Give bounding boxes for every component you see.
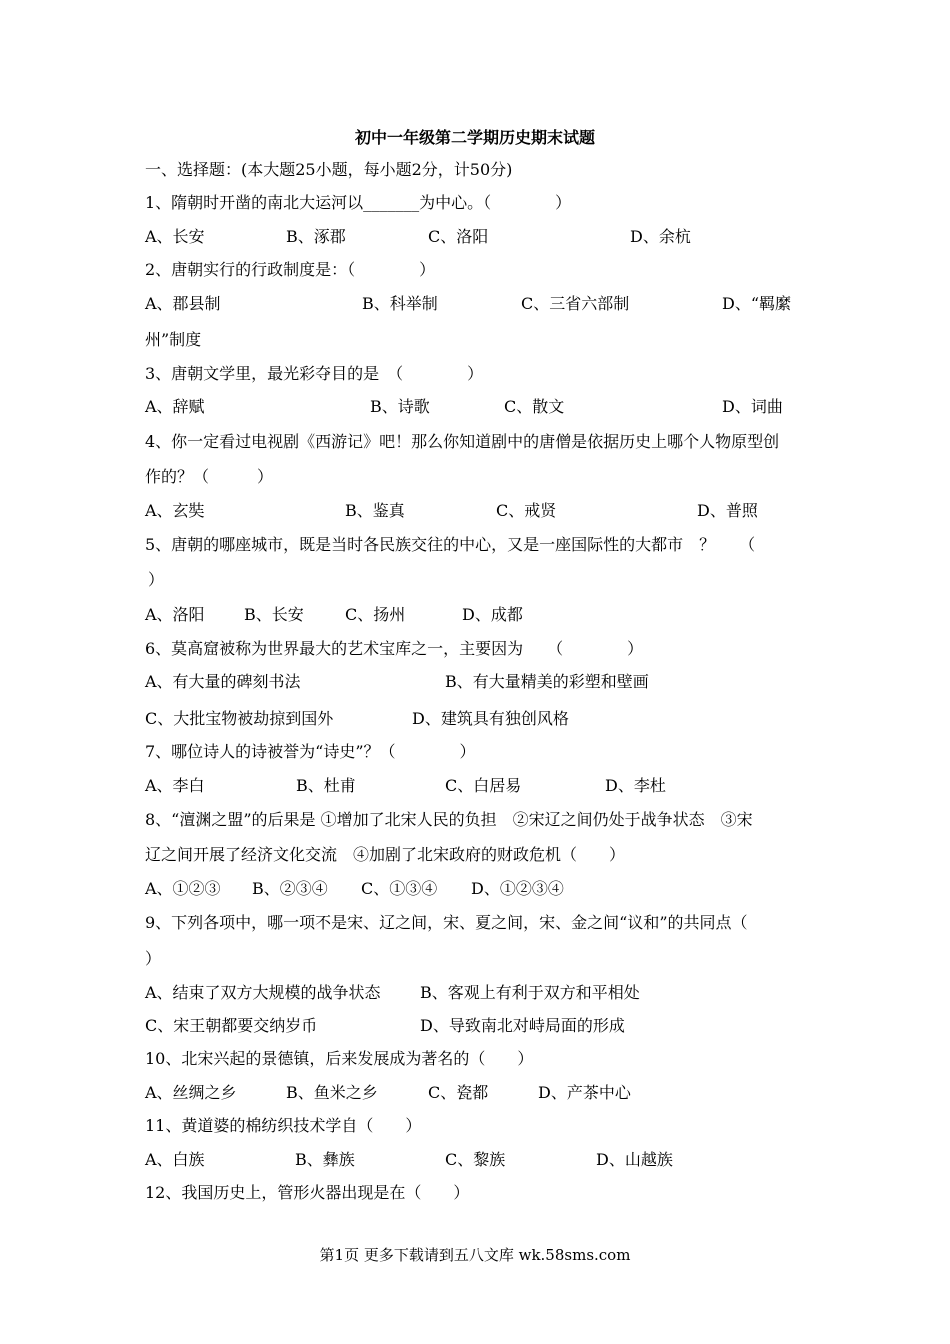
q7-option-a: A、李白 bbox=[145, 776, 205, 795]
q8-option-d: D、①②③④ bbox=[471, 879, 564, 898]
question-8: 8、“澶渊之盟”的后果是 ①增加了北宋人民的负担 ②宋辽之间仍处于战争状态 ③宋 bbox=[145, 810, 753, 829]
q3-option-d: D、词曲 bbox=[722, 397, 783, 416]
q5-option-d: D、成都 bbox=[462, 605, 523, 624]
q10-option-c: C、瓷都 bbox=[428, 1083, 489, 1102]
q3-option-a: A、辞赋 bbox=[145, 397, 205, 416]
question-9: 9、下列各项中，哪一项不是宋、辽之间，宋、夏之间，宋、金之间“议和”的共同点（ bbox=[145, 913, 748, 932]
question-2: 2、唐朝实行的行政制度是：（ ） bbox=[145, 260, 436, 279]
q9-option-c: C、宋王朝都要交纳岁币 bbox=[145, 1016, 318, 1035]
q5-option-c: C、扬州 bbox=[345, 605, 406, 624]
question-1: 1、隋朝时开凿的南北大运河以_______为中心。（ ） bbox=[145, 193, 572, 212]
q9-option-b: B、客观上有利于双方和平相处 bbox=[420, 983, 640, 1002]
q8-option-b: B、②③④ bbox=[252, 879, 328, 898]
q7-option-c: C、白居易 bbox=[445, 776, 522, 795]
q10-option-b: B、鱼米之乡 bbox=[286, 1083, 378, 1102]
q11-option-b: B、彝族 bbox=[295, 1150, 355, 1169]
q9-option-d: D、导致南北对峙局面的形成 bbox=[420, 1016, 625, 1035]
q2-option-c: C、三省六部制 bbox=[521, 294, 630, 313]
page-title: 初中一年级第二学期历史期末试题 bbox=[354, 128, 595, 147]
q4-option-b: B、鉴真 bbox=[345, 501, 405, 520]
q11-option-a: A、白族 bbox=[145, 1150, 205, 1169]
q7-option-b: B、杜甫 bbox=[296, 776, 356, 795]
question-4: 4、你一定看过电视剧《西游记》吧！那么你知道剧中的唐僧是依据历史上哪个人物原型创 bbox=[145, 432, 780, 451]
q1-option-c: C、洛阳 bbox=[428, 227, 489, 246]
q7-option-d: D、李杜 bbox=[605, 776, 666, 795]
q1-option-d: D、余杭 bbox=[630, 227, 691, 246]
q10-option-a: A、丝绸之乡 bbox=[145, 1083, 237, 1102]
q11-option-c: C、黎族 bbox=[445, 1150, 506, 1169]
section-heading: 一、选择题：(本大题25小题，每小题2分，计50分) bbox=[145, 160, 513, 179]
q3-option-b: B、诗歌 bbox=[370, 397, 430, 416]
question-3: 3、唐朝文学里，最光彩夺目的是 （ ） bbox=[145, 364, 484, 383]
q5-option-a: A、洛阳 bbox=[145, 605, 205, 624]
question-5-continued: ） bbox=[148, 570, 165, 589]
question-12: 12、我国历史上，管形火器出现是在（ ） bbox=[145, 1183, 470, 1202]
question-4-continued: 作的？（ ） bbox=[145, 467, 274, 486]
q6-option-c: C、大批宝物被劫掠到国外 bbox=[145, 709, 334, 728]
q2-option-b: B、科举制 bbox=[362, 294, 438, 313]
question-5: 5、唐朝的哪座城市，既是当时各民族交往的中心，又是一座国际性的大都市 ？ （ bbox=[145, 535, 756, 554]
q4-option-c: C、戒贤 bbox=[496, 501, 557, 520]
page-footer: 第1页 更多下载请到五八文库 wk.58sms.com bbox=[319, 1246, 631, 1264]
q1-option-b: B、涿郡 bbox=[286, 227, 346, 246]
question-9-continued: ） bbox=[145, 949, 162, 968]
q3-option-c: C、散文 bbox=[504, 397, 565, 416]
q2-option-d-continued: 州”制度 bbox=[145, 330, 202, 349]
question-10: 10、北宋兴起的景德镇，后来发展成为著名的（ ） bbox=[145, 1049, 534, 1068]
q8-option-a: A、①②③ bbox=[145, 879, 221, 898]
question-8-continued: 辽之间开展了经济文化交流 ④加剧了北宋政府的财政危机（ ） bbox=[145, 845, 626, 864]
q10-option-d: D、产茶中心 bbox=[538, 1083, 631, 1102]
q6-option-d: D、建筑具有独创风格 bbox=[412, 709, 569, 728]
question-6: 6、莫高窟被称为世界最大的艺术宝库之一，主要因为 （ ） bbox=[145, 639, 644, 658]
q6-option-a: A、有大量的碑刻书法 bbox=[145, 672, 301, 691]
q2-option-a: A、郡县制 bbox=[145, 294, 221, 313]
q11-option-d: D、山越族 bbox=[596, 1150, 673, 1169]
q2-option-d: D、“羁縻 bbox=[722, 294, 792, 313]
q4-option-a: A、玄奘 bbox=[145, 501, 205, 520]
question-7: 7、哪位诗人的诗被誉为“诗史”？（ ） bbox=[145, 742, 476, 761]
q5-option-b: B、长安 bbox=[244, 605, 304, 624]
q6-option-b: B、有大量精美的彩塑和壁画 bbox=[445, 672, 649, 691]
q8-option-c: C、①③④ bbox=[361, 879, 438, 898]
q4-option-d: D、普照 bbox=[697, 501, 758, 520]
q1-option-a: A、长安 bbox=[145, 227, 205, 246]
q9-option-a: A、结束了双方大规模的战争状态 bbox=[145, 983, 381, 1002]
question-11: 11、黄道婆的棉纺织技术学自（ ） bbox=[145, 1116, 422, 1135]
